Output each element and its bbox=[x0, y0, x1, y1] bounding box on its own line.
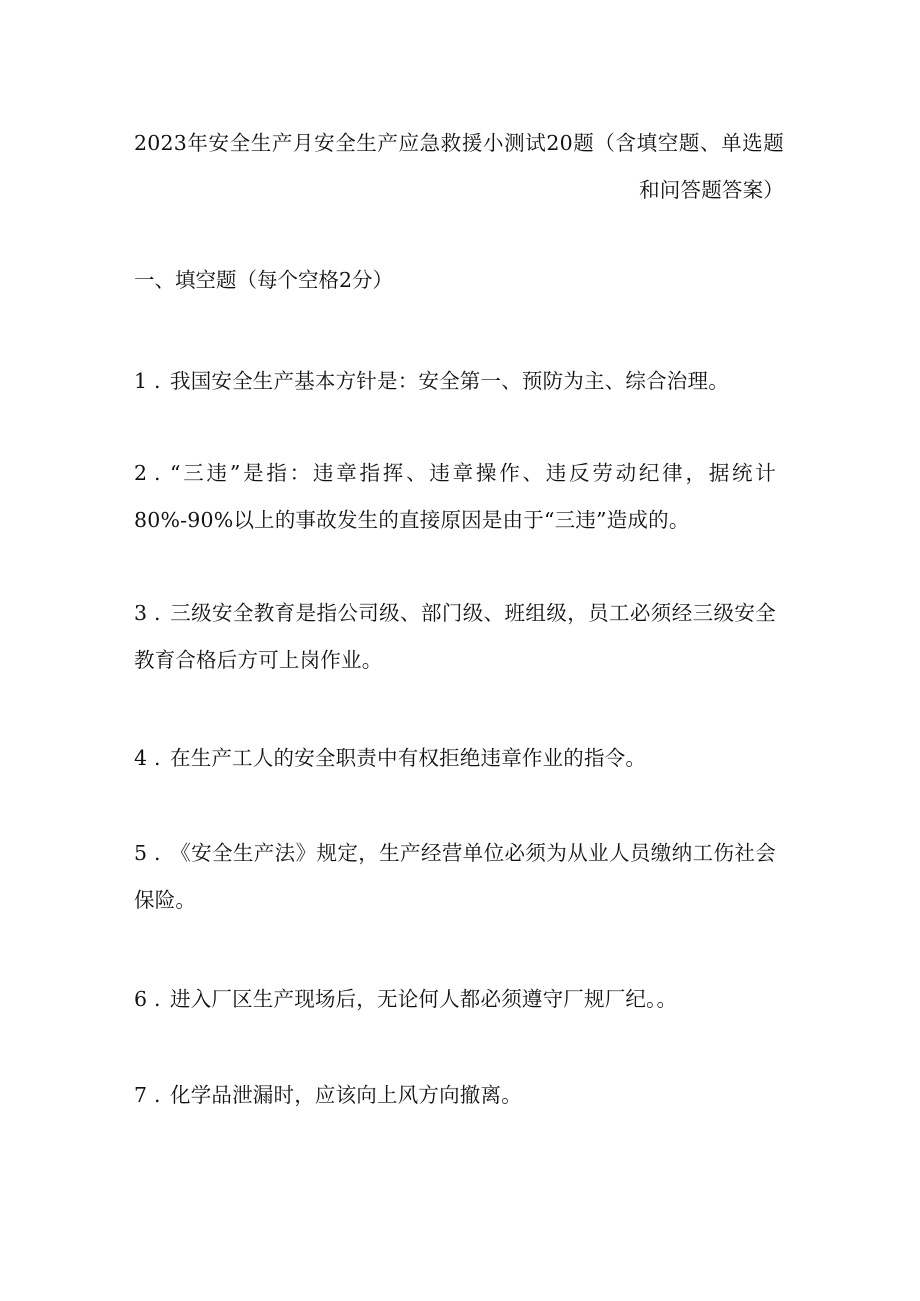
question-number: 3 . bbox=[134, 601, 161, 625]
question-text: 进入厂区生产现场后，无论何人都必须遵守厂规厂纪。。 bbox=[170, 987, 678, 1011]
question-text: “三违”是指：违章指挥、违章操作、违反劳动纪律，据统计80%-90%以上的事故发生的直接原因是由于“三违”造成的。 bbox=[134, 461, 776, 532]
question-text: 在生产工人的安全职责中有权拒绝违章作业的指令。 bbox=[170, 746, 647, 770]
question-number: 2 . bbox=[134, 461, 161, 485]
question-item-4 bbox=[134, 735, 776, 782]
section-heading: 一、填空题（每个空格2分） bbox=[134, 268, 394, 292]
question-number: 5 . bbox=[134, 841, 161, 865]
question-item-5 bbox=[134, 830, 776, 924]
document-title: 2023年安全生产月安全生产应急救援小测试20题（含填空题、单选题和问答题答案） bbox=[134, 131, 784, 202]
question-item-1 bbox=[134, 358, 776, 405]
question-text: 三级安全教育是指公司级、部门级、班组级，员工必须经三级安全教育合格后方可上岗作业。 bbox=[134, 601, 776, 672]
question-text: 我国安全生产基本方针是：安全第一、预防为主、综合治理。 bbox=[170, 369, 729, 393]
question-number: 4 . bbox=[134, 746, 161, 770]
question-text: 《安全生产法》规定，生产经营单位必须为从业人员缴纳工伤社会保险。 bbox=[134, 841, 776, 912]
question-text: 化学品泄漏时，应该向上风方向撤离。 bbox=[170, 1083, 522, 1107]
question-item-7 bbox=[134, 1072, 776, 1119]
question-number: 1 . bbox=[134, 369, 161, 393]
question-number: 6 . bbox=[134, 987, 161, 1011]
question-item-6 bbox=[134, 976, 776, 1023]
question-number: 7 . bbox=[134, 1083, 161, 1107]
question-item-3 bbox=[134, 590, 776, 684]
question-item-2 bbox=[134, 450, 776, 544]
